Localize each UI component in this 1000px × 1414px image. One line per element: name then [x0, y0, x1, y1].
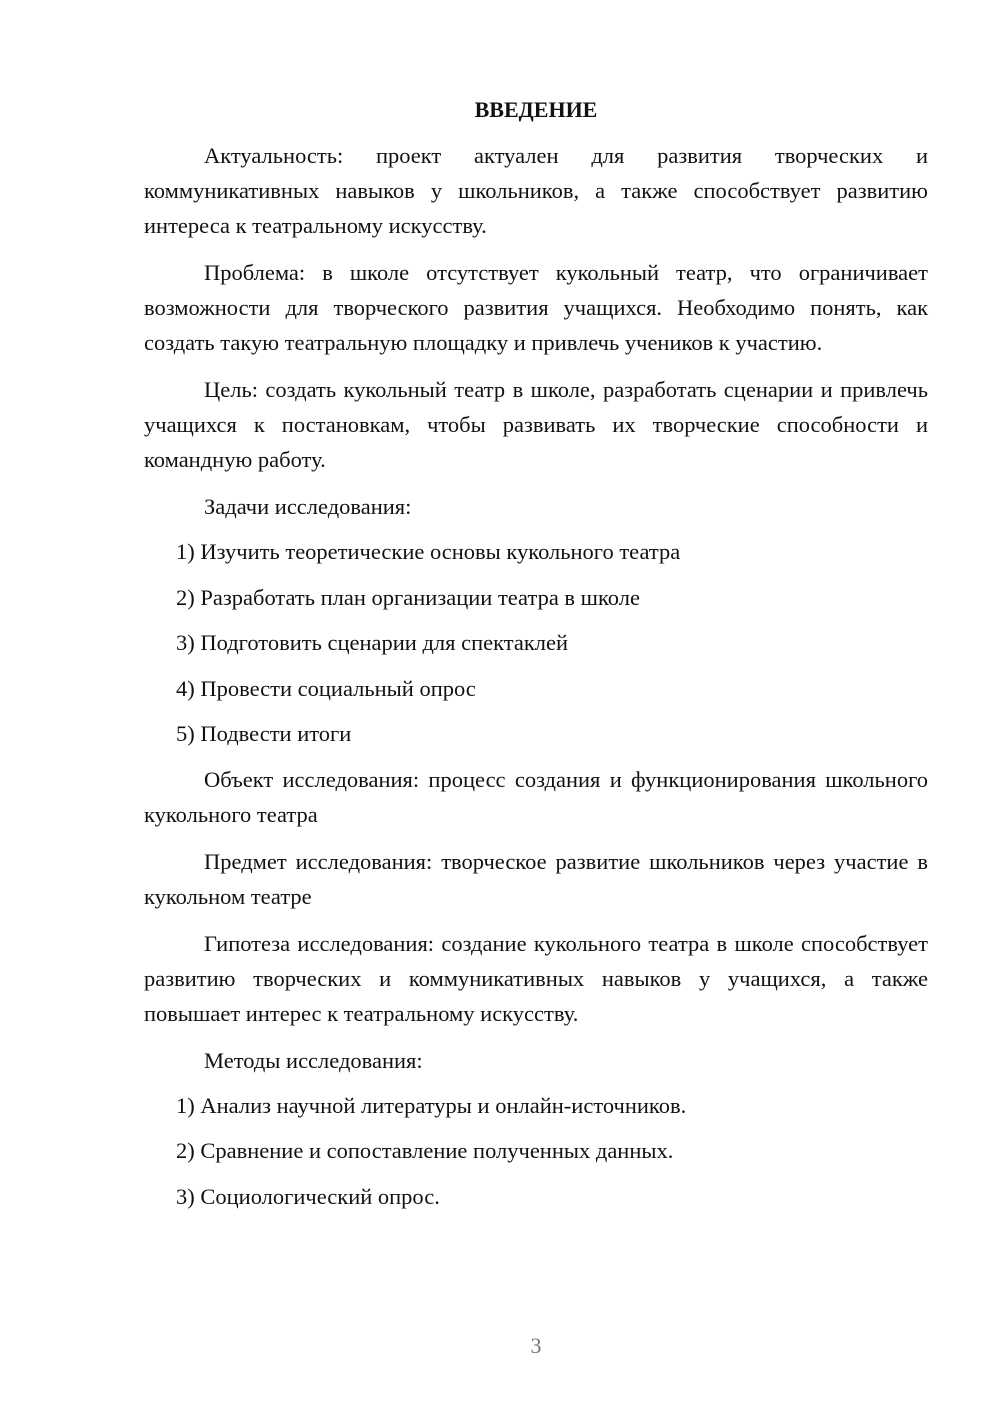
method-item: 1) Анализ научной литературы и онлайн-источников. [176, 1092, 687, 1118]
subject-paragraph: Предмет исследования: творческое развитие школьников через участие в кукольном театре [144, 848, 928, 909]
task-item: 2) Разработать план организации театра в школе [176, 584, 640, 610]
method-item: 2) Сравнение и сопоставление полученных данных. [176, 1138, 674, 1163]
methods-list [144, 1088, 928, 1214]
tasks-list [144, 534, 928, 751]
method-item: 3) Социологический опрос. [176, 1183, 440, 1209]
page-number: 3 [530, 1333, 542, 1358]
task-item: 3) Подготовить сценарии для спектаклей [176, 630, 569, 655]
methods-title: Методы исследования: [204, 1047, 423, 1073]
goal-paragraph: Цель: создать кукольный театр в школе, разработать сценарии и привлечь учащихся к постановкам, чтобы развивать их творческие способности и командную работу. [144, 377, 928, 472]
task-item: 5) Подвести итоги [176, 721, 352, 746]
section-heading: ВВЕДЕНИЕ [474, 97, 598, 122]
task-item: 4) Провести социальный опрос [176, 675, 476, 701]
object-paragraph: Объект исследования: процесс создания и функционирования школьного кукольного театра [144, 766, 928, 827]
tasks-title: Задачи исследования: [204, 494, 412, 519]
task-item: 1) Изучить теоретические основы кукольного театра [176, 539, 681, 564]
hypothesis-paragraph: Гипотеза исследования: создание кукольного театра в школе способствует развитию творческих и коммуникативных навыков у учащихся, а также повышает интерес к театральному искусству. [144, 930, 928, 1026]
document-body [144, 94, 928, 1224]
relevance-paragraph: Актуальность: проект актуален для развития творческих и коммуникативных навыков у школьников, а также способствует развитию интереса к театральному искусству. [144, 143, 928, 238]
problem-paragraph: Проблема: в школе отсутствует кукольный театр, что ограничивает возможности для творческого развития учащихся. Необходимо понять, как создать такую театральную площадку и привлечь учеников к участию. [144, 260, 928, 355]
